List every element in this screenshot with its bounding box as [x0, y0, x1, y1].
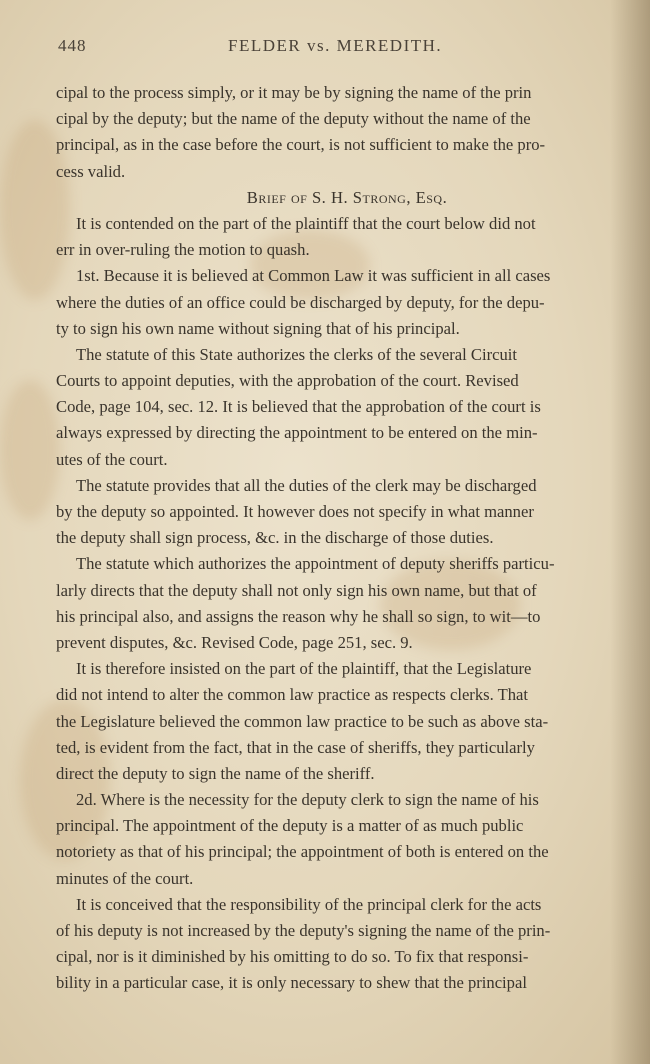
text-line: It is conceived that the responsibility of the principal clerk for the acts [76, 894, 542, 914]
text-line: always expressed by directing the appointment to be entered on the min- [56, 423, 538, 443]
text-line: cipal, nor is it diminished by his omitting to do so. To fix that responsi- [56, 947, 529, 967]
text-line: of his deputy is not increased by the deputy's signing the name of the prin- [56, 921, 551, 940]
text-line: It is therefore insisted on the part of the plaintiff, that the Legislature [76, 659, 532, 679]
text-line: where the duties of an office could be discharged by deputy, for the depu- [56, 292, 545, 312]
text-line: minutes of the court. [56, 868, 194, 888]
paper-stain [0, 380, 60, 520]
text-line: utes of the court. [56, 449, 168, 469]
text-line: the deputy shall sign process, &c. in the discharge of those duties. [56, 528, 494, 548]
running-head: FELDER vs. MEREDITH. [228, 36, 443, 55]
text-line: cipal to the process simply, or it may be by signing the name of the prin [56, 83, 532, 102]
text-line: direct the deputy to sign the name of the sheriff. [56, 763, 375, 783]
text-line: did not intend to alter the common law practice as respects clerks. That [56, 685, 528, 705]
text-line: by the deputy so appointed. It however does not specify in what manner [56, 502, 534, 521]
text-line: 1st. Because it is believed at Common Law it was sufficient in all cases [76, 266, 551, 286]
text-line: cess valid. [56, 161, 126, 181]
text-line: principal, as in the case before the court, is not sufficient to make the pro- [56, 135, 546, 155]
text-line: The statute which authorizes the appointment of deputy sheriffs particu- [76, 554, 555, 574]
text-line: err in over-ruling the motion to quash. [56, 240, 310, 260]
text-line: the Legislature believed the common law practice to be such as above sta- [56, 711, 549, 731]
text-line: ted, is evident from the fact, that in the case of sheriffs, they particularly [56, 737, 535, 757]
text-line: The statute provides that all the duties of the clerk may be discharged [76, 475, 537, 495]
text-line: Courts to appoint deputies, with the approbation of the court. Revised [56, 371, 519, 391]
page-header [58, 36, 618, 60]
text-line: larly directs that the deputy shall not only sign his own name, but that of [56, 580, 537, 600]
text-line: Code, page 104, sec. 12. It is believed that the approbation of the court is [56, 397, 541, 417]
body-text [56, 80, 618, 997]
text-line: The statute of this State authorizes the clerks of the several Circuit [76, 344, 517, 364]
brief-heading: Brief of S. H. Strong, Esq. [246, 187, 448, 207]
text-line: 2d. Where is the necessity for the deputy clerk to sign the name of his [76, 790, 539, 810]
text-line: cipal by the deputy; but the name of the deputy without the name of the [56, 109, 531, 129]
text-line: his principal also, and assigns the reason why he shall so sign, to wit—to [56, 606, 541, 626]
text-line: It is contended on the part of the plaintiff that the court below did not [76, 213, 536, 233]
text-line: prevent disputes, &c. Revised Code, page 251, sec. 9. [56, 632, 413, 652]
text-line: ty to sign his own name without signing that of his principal. [56, 318, 460, 338]
text-line: bility in a particular case, it is only necessary to shew that the principal [56, 973, 527, 993]
page-number: 448 [58, 36, 87, 55]
text-line: notoriety as that of his principal; the appointment of both is entered on the [56, 842, 549, 862]
text-line: principal. The appointment of the deputy is a matter of as much public [56, 816, 524, 836]
